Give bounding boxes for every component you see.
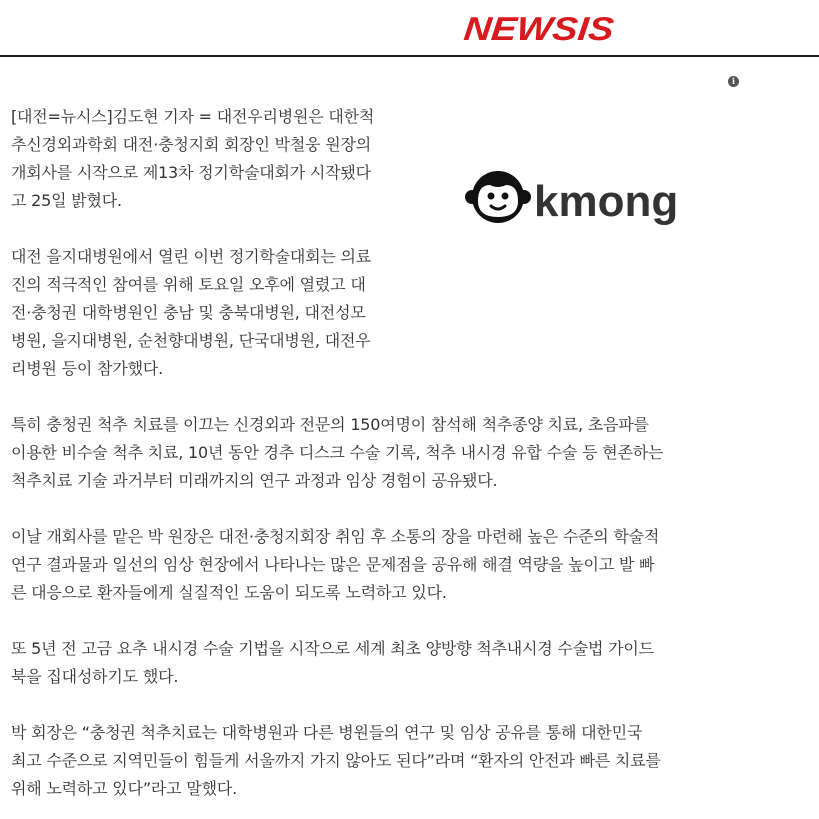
text-line: 박 회장은 “충청권 척추치료는 대학병원과 다른 병원들의 연구 및 임상 공유를 통해 대한민국: [11, 723, 643, 742]
monkey-face-icon: [465, 171, 531, 223]
text-line: 진의 적극적인 참여를 위해 토요일 오후에 열렸고 대: [11, 275, 366, 294]
text-line: 이용한 비수술 척추 치료, 10년 동안 경추 디스크 수술 기록, 척추 내시경 유합 수술 등 현존하는: [11, 443, 664, 462]
kmong-logo: [464, 165, 724, 235]
text-line: 최고 수준으로 지역민들이 힘들게 서울까지 가지 않아도 된다”라며 “환자의 안전과 빠른 치료를: [11, 751, 661, 770]
article-paragraph-3: [11, 411, 741, 495]
text-line: 전·충청권 대학병원인 충남 및 충북대병원, 대전성모: [11, 303, 366, 322]
site-header: [0, 0, 819, 57]
article-paragraph-6: [11, 719, 741, 803]
text-line: 이날 개회사를 맡은 박 원장은 대전·충청지회장 취임 후 소통의 장을 마련해 높은 수준의 학술적: [11, 527, 660, 546]
text-line: 리병원 등이 참가했다.: [11, 359, 163, 378]
text-line: 특히 충청권 척추 치료를 이끄는 신경외과 전문의 150여명이 참석해 척추종양 치료, 초음파를: [11, 415, 649, 434]
text-line: 또 5년 전 고금 요추 내시경 수술 기법을 시작으로 세계 최초 양방향 척추내시경 수술법 가이드: [11, 639, 654, 658]
newsis-logo[interactable]: NEWSIS: [462, 10, 616, 47]
text-line: 북을 집대성하기도 했다.: [11, 667, 179, 686]
text-line: 위해 노력하고 있다”라고 말했다.: [11, 779, 237, 798]
kmong-wordmark: kmong: [534, 177, 679, 226]
text-line: 고 25일 밝혔다.: [11, 191, 122, 210]
ad-info-icon[interactable]: i: [728, 76, 739, 87]
text-line: 개회사를 시작으로 제13차 정기학술대회가 시작됐다: [11, 163, 371, 182]
article-paragraph-1: [11, 103, 421, 215]
article-paragraph-5: [11, 635, 741, 691]
text-line: 추신경외과학회 대전·충청지회 회장인 박철웅 원장의: [11, 135, 372, 154]
article-paragraph-2: [11, 243, 421, 383]
text-line: 른 대응으로 환자들에게 실질적인 도움이 되도록 노력하고 있다.: [11, 583, 447, 602]
text-line: [대전=뉴시스]김도현 기자 = 대전우리병원은 대한척: [11, 107, 375, 126]
text-line: 병원, 을지대병원, 순천향대병원, 단국대병원, 대전우: [11, 331, 371, 350]
kmong-ad-banner[interactable]: [464, 165, 724, 235]
text-line: 척추치료 기술 과거부터 미래까지의 연구 과정과 임상 경험이 공유됐다.: [11, 471, 498, 490]
article-paragraph-4: [11, 523, 741, 607]
text-line: 연구 결과물과 일선의 임상 현장에서 나타나는 많은 문제점을 공유해 해결 역량을 높이고 발 빠: [11, 555, 655, 574]
text-line: 대전 을지대병원에서 열린 이번 정기학술대회는 의료: [11, 247, 372, 266]
